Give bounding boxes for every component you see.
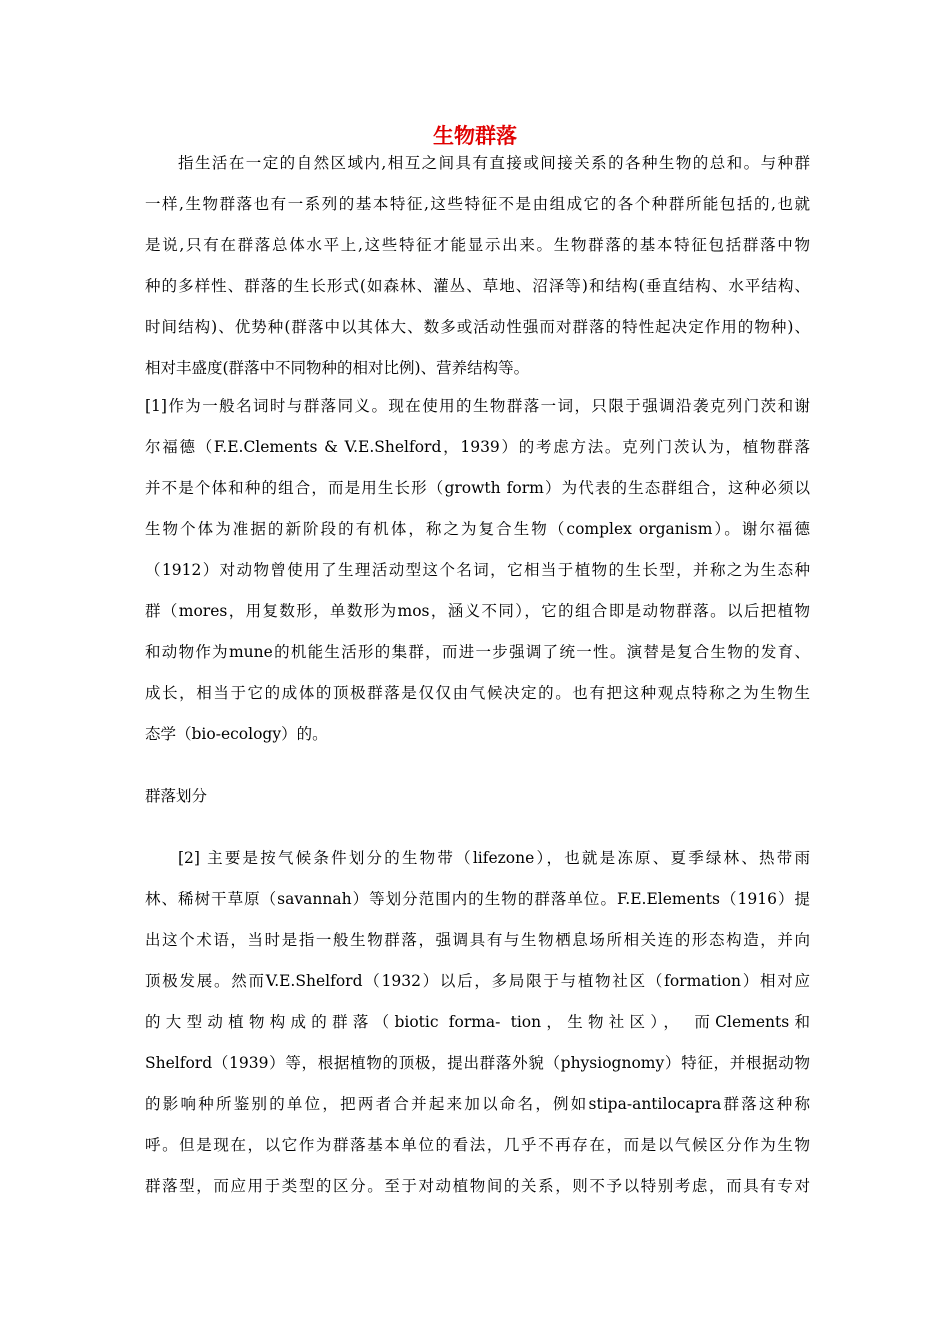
paragraph-2-line: 态学（bio-ecology）的。: [145, 725, 328, 743]
paragraph-2-line: [1]作为一般名词时与群落同义。现在使用的生物群落一词，只限于强调沿袭克列门茨和谢: [145, 397, 810, 415]
paragraph-3-line: 林、稀树干草原（savannah）等划分范围内的生物的群落单位。F.E.Elements（1916）提: [145, 890, 810, 908]
paragraph-2-line: 并不是个体和种的组合，而是用生长形（growth form）为代表的生态群组合，这种必须以: [145, 479, 810, 497]
paragraph-3-line: 出这个术语，当时是指一般生物群落，强调具有与生物栖息场所相关连的形态构造，并向: [145, 931, 810, 949]
paragraph-3-line: [2] 主要是按气候条件划分的生物带（lifezone），也就是冻原、夏季绿林、热带雨: [178, 849, 810, 867]
paragraph-1-line: 种的多样性、群落的生长形式(如森林、灌丛、草地、沼泽等)和结构(垂直结构、水平结构、: [145, 277, 810, 295]
paragraph-1-line: 时间结构)、优势种(群落中以其体大、数多或活动性强而对群落的特性起决定作用的物种)、: [145, 318, 810, 336]
paragraph-1-line: 是说,只有在群落总体水平上,这些特征才能显示出来。生物群落的基本特征包括群落中物: [145, 236, 810, 254]
paragraph-3-line: 顶极发展。然而V.E.Shelford（1932）以后，多局限于与植物社区（formation）相对应: [145, 972, 810, 990]
paragraph-3-line: 的大型动植物构成的群落（biotic forma- tion，生物社区）， 而Clements和: [145, 1013, 810, 1031]
paragraph-2-line: （1912）对动物曾使用了生理活动型这个名词，它相当于植物的生长型，并称之为生态种: [145, 561, 810, 579]
paragraph-3-line: 的影响种所鉴别的单位，把两者合并起来加以命名，例如stipa-antilocapra群落这种称: [145, 1095, 810, 1113]
paragraph-3-line: 群落型，而应用于类型的区分。至于对动植物间的关系，则不予以特别考虑，而具有专对: [145, 1177, 810, 1195]
paragraph-2-line: 尔福德（F.E.Clements & V.E.Shelford，1939）的考虑方法。克列门茨认为，植物群落: [145, 438, 810, 456]
section-heading: 群落划分: [145, 787, 208, 805]
paragraph-2-line: 和动物作为mune的机能生活形的集群，而进一步强调了统一性。演替是复合生物的发育、: [145, 643, 810, 661]
paragraph-1-line: 相对丰盛度(群落中不同物种的相对比例)、营养结构等。: [145, 359, 530, 377]
paragraph-1-line: 一样,生物群落也有一系列的基本特征,这些特征不是由组成它的各个种群所能包括的,也就: [145, 195, 810, 213]
paragraph-2-line: 生物个体为准据的新阶段的有机体，称之为复合生物（complex organism）。谢尔福德: [145, 520, 810, 538]
paragraph-3-line: Shelford（1939）等，根据植物的顶极，提出群落外貌（physiognomy）特征，并根据动物: [145, 1054, 810, 1072]
paragraph-1-line: 指生活在一定的自然区域内,相互之间具有直接或间接关系的各种生物的总和。与种群: [178, 154, 810, 172]
paragraph-3-line: 呼。但是现在，以它作为群落基本单位的看法，几乎不再存在，而是以气候区分作为生物: [145, 1136, 810, 1154]
paragraph-2-line: 成长，相当于它的成体的顶极群落是仅仅由气候决定的。也有把这种观点特称之为生物生: [145, 684, 810, 702]
page-title: 生物群落: [433, 124, 517, 148]
paragraph-2-line: 群（mores，用复数形，单数形为mos，涵义不同），它的组合即是动物群落。以后把植物: [145, 602, 810, 620]
